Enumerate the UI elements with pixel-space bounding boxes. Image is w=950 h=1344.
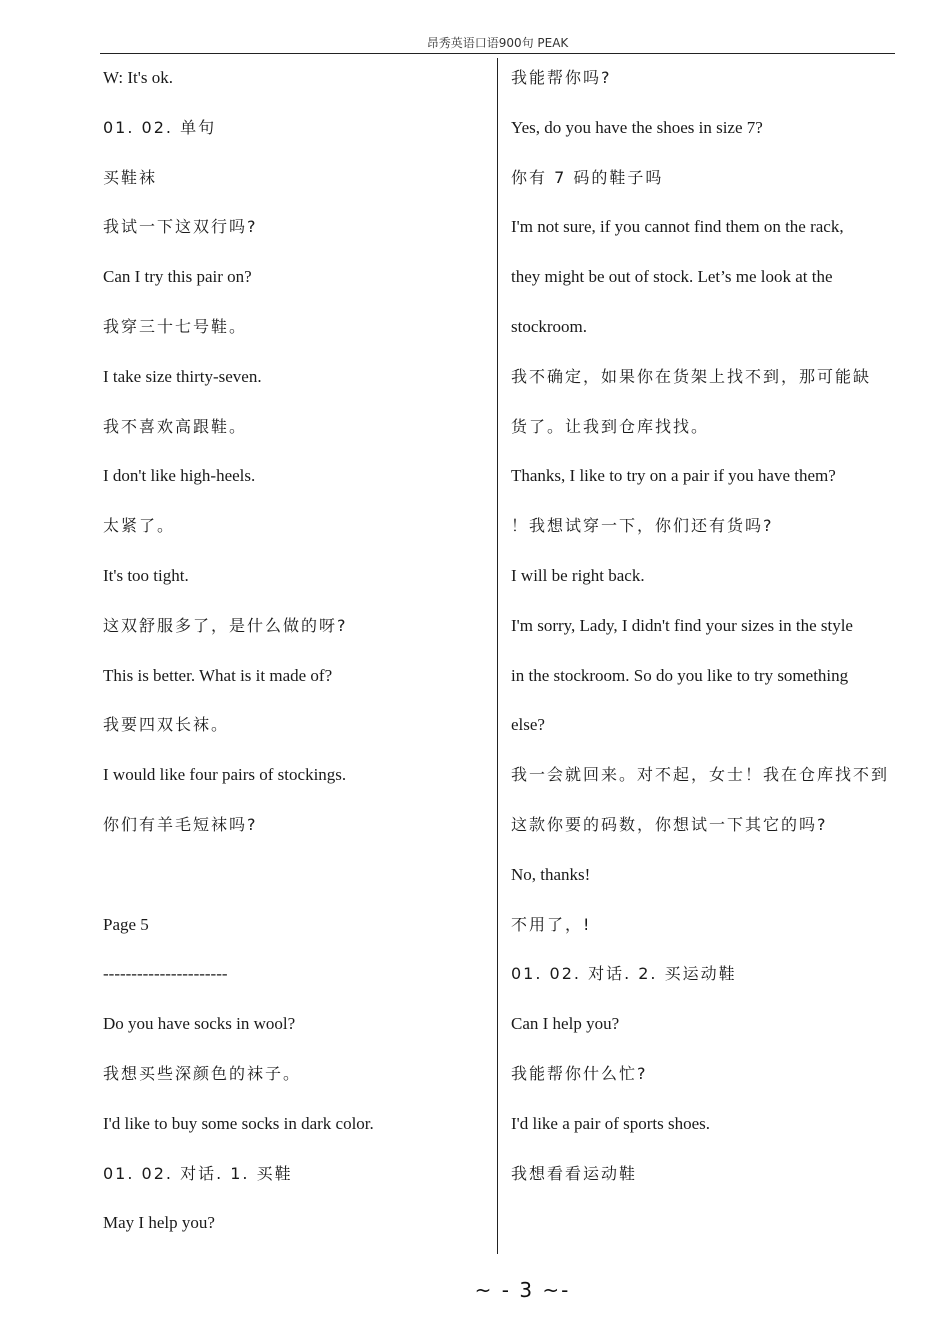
text-line: W: It's ok. — [103, 68, 173, 87]
text-line — [103, 856, 488, 906]
text-line: Can I try this pair on? — [103, 267, 252, 287]
text-line: This is better. What is it made of? — [103, 665, 333, 685]
page-number: ~ - 3 ~- — [474, 1278, 571, 1302]
text-line: 01. 02. 对话. 2. 买运动鞋 — [511, 964, 737, 984]
right-column — [511, 59, 906, 1204]
page-footer — [0, 1278, 950, 1302]
text-line: 我不确定，如果你在货架上找不到，那可能缺 — [511, 366, 872, 386]
text-line: ---------------------- — [103, 964, 228, 984]
text-line: Do you have socks in wool? — [103, 1014, 296, 1034]
left-column — [103, 59, 488, 1254]
text-line: 我想看看运动鞋 — [511, 1163, 638, 1183]
text-line: 我试一下这双行吗? — [103, 217, 258, 237]
text-line: I don't like high-heels. — [103, 466, 256, 486]
text-line: 01. 02. 对话. 1. 买鞋 — [103, 1163, 293, 1183]
text-line: No, thanks! — [511, 864, 591, 884]
page-header — [100, 33, 895, 54]
text-line: 我不喜欢高跟鞋。 — [103, 416, 248, 436]
text-line: 我一会就回来。对不起，女士！我在仓库找不到 — [511, 765, 890, 785]
text-line: May I help you? — [103, 1213, 215, 1233]
text-line: 买鞋袜 — [103, 167, 158, 187]
text-line: 01. 02. 单句 — [103, 117, 217, 137]
text-line: ！我想试穿一下，你们还有货吗? — [511, 516, 774, 536]
text-line: I take size thirty-seven. — [103, 366, 262, 386]
text-line: 我能帮你吗? — [511, 68, 612, 87]
text-line: 我想买些深颜色的袜子。 — [103, 1063, 302, 1083]
text-line: 我要四双长袜。 — [103, 715, 230, 735]
text-line: 太紧了。 — [103, 516, 176, 536]
text-line: I would like four pairs of stockings. — [103, 765, 347, 785]
text-line: I'm sorry, Lady, I didn't find your sizes in the style — [511, 615, 853, 635]
text-line: 你有 7 码的鞋子吗 — [511, 167, 664, 187]
text-line: in the stockroom. So do you like to try something — [511, 665, 849, 685]
text-line: Page 5 — [103, 914, 149, 934]
text-line: 你们有羊毛短袜吗? — [103, 814, 258, 834]
text-line: 这双舒服多了，是什么做的呀? — [103, 615, 348, 635]
text-line: else? — [511, 715, 545, 735]
text-line: 我能帮你什么忙? — [511, 1063, 648, 1083]
text-line: 货了。让我到仓库找找。 — [511, 416, 710, 436]
text-line: I'd like to buy some socks in dark color. — [103, 1113, 374, 1133]
text-line: stockroom. — [511, 316, 588, 336]
text-line: 不用了，! — [511, 914, 592, 934]
header-title: 昂秀英语口语900句 PEAK — [426, 36, 569, 50]
text-line: 我穿三十七号鞋。 — [103, 316, 248, 336]
text-line: I will be right back. — [511, 565, 645, 585]
text-line: I'm not sure, if you cannot find them on the rack, — [511, 217, 844, 237]
text-line: they might be out of stock. Let’s me look at the — [511, 267, 833, 287]
column-divider — [497, 58, 498, 1254]
text-line: Thanks, I like to try on a pair if you have them? — [511, 466, 836, 486]
text-line: Yes, do you have the shoes in size 7? — [511, 117, 763, 137]
text-line: I'd like a pair of sports shoes. — [511, 1113, 710, 1133]
text-line: Can I help you? — [511, 1014, 620, 1034]
text-line: It's too tight. — [103, 565, 189, 585]
text-line: 这款你要的码数，你想试一下其它的吗? — [511, 814, 828, 834]
